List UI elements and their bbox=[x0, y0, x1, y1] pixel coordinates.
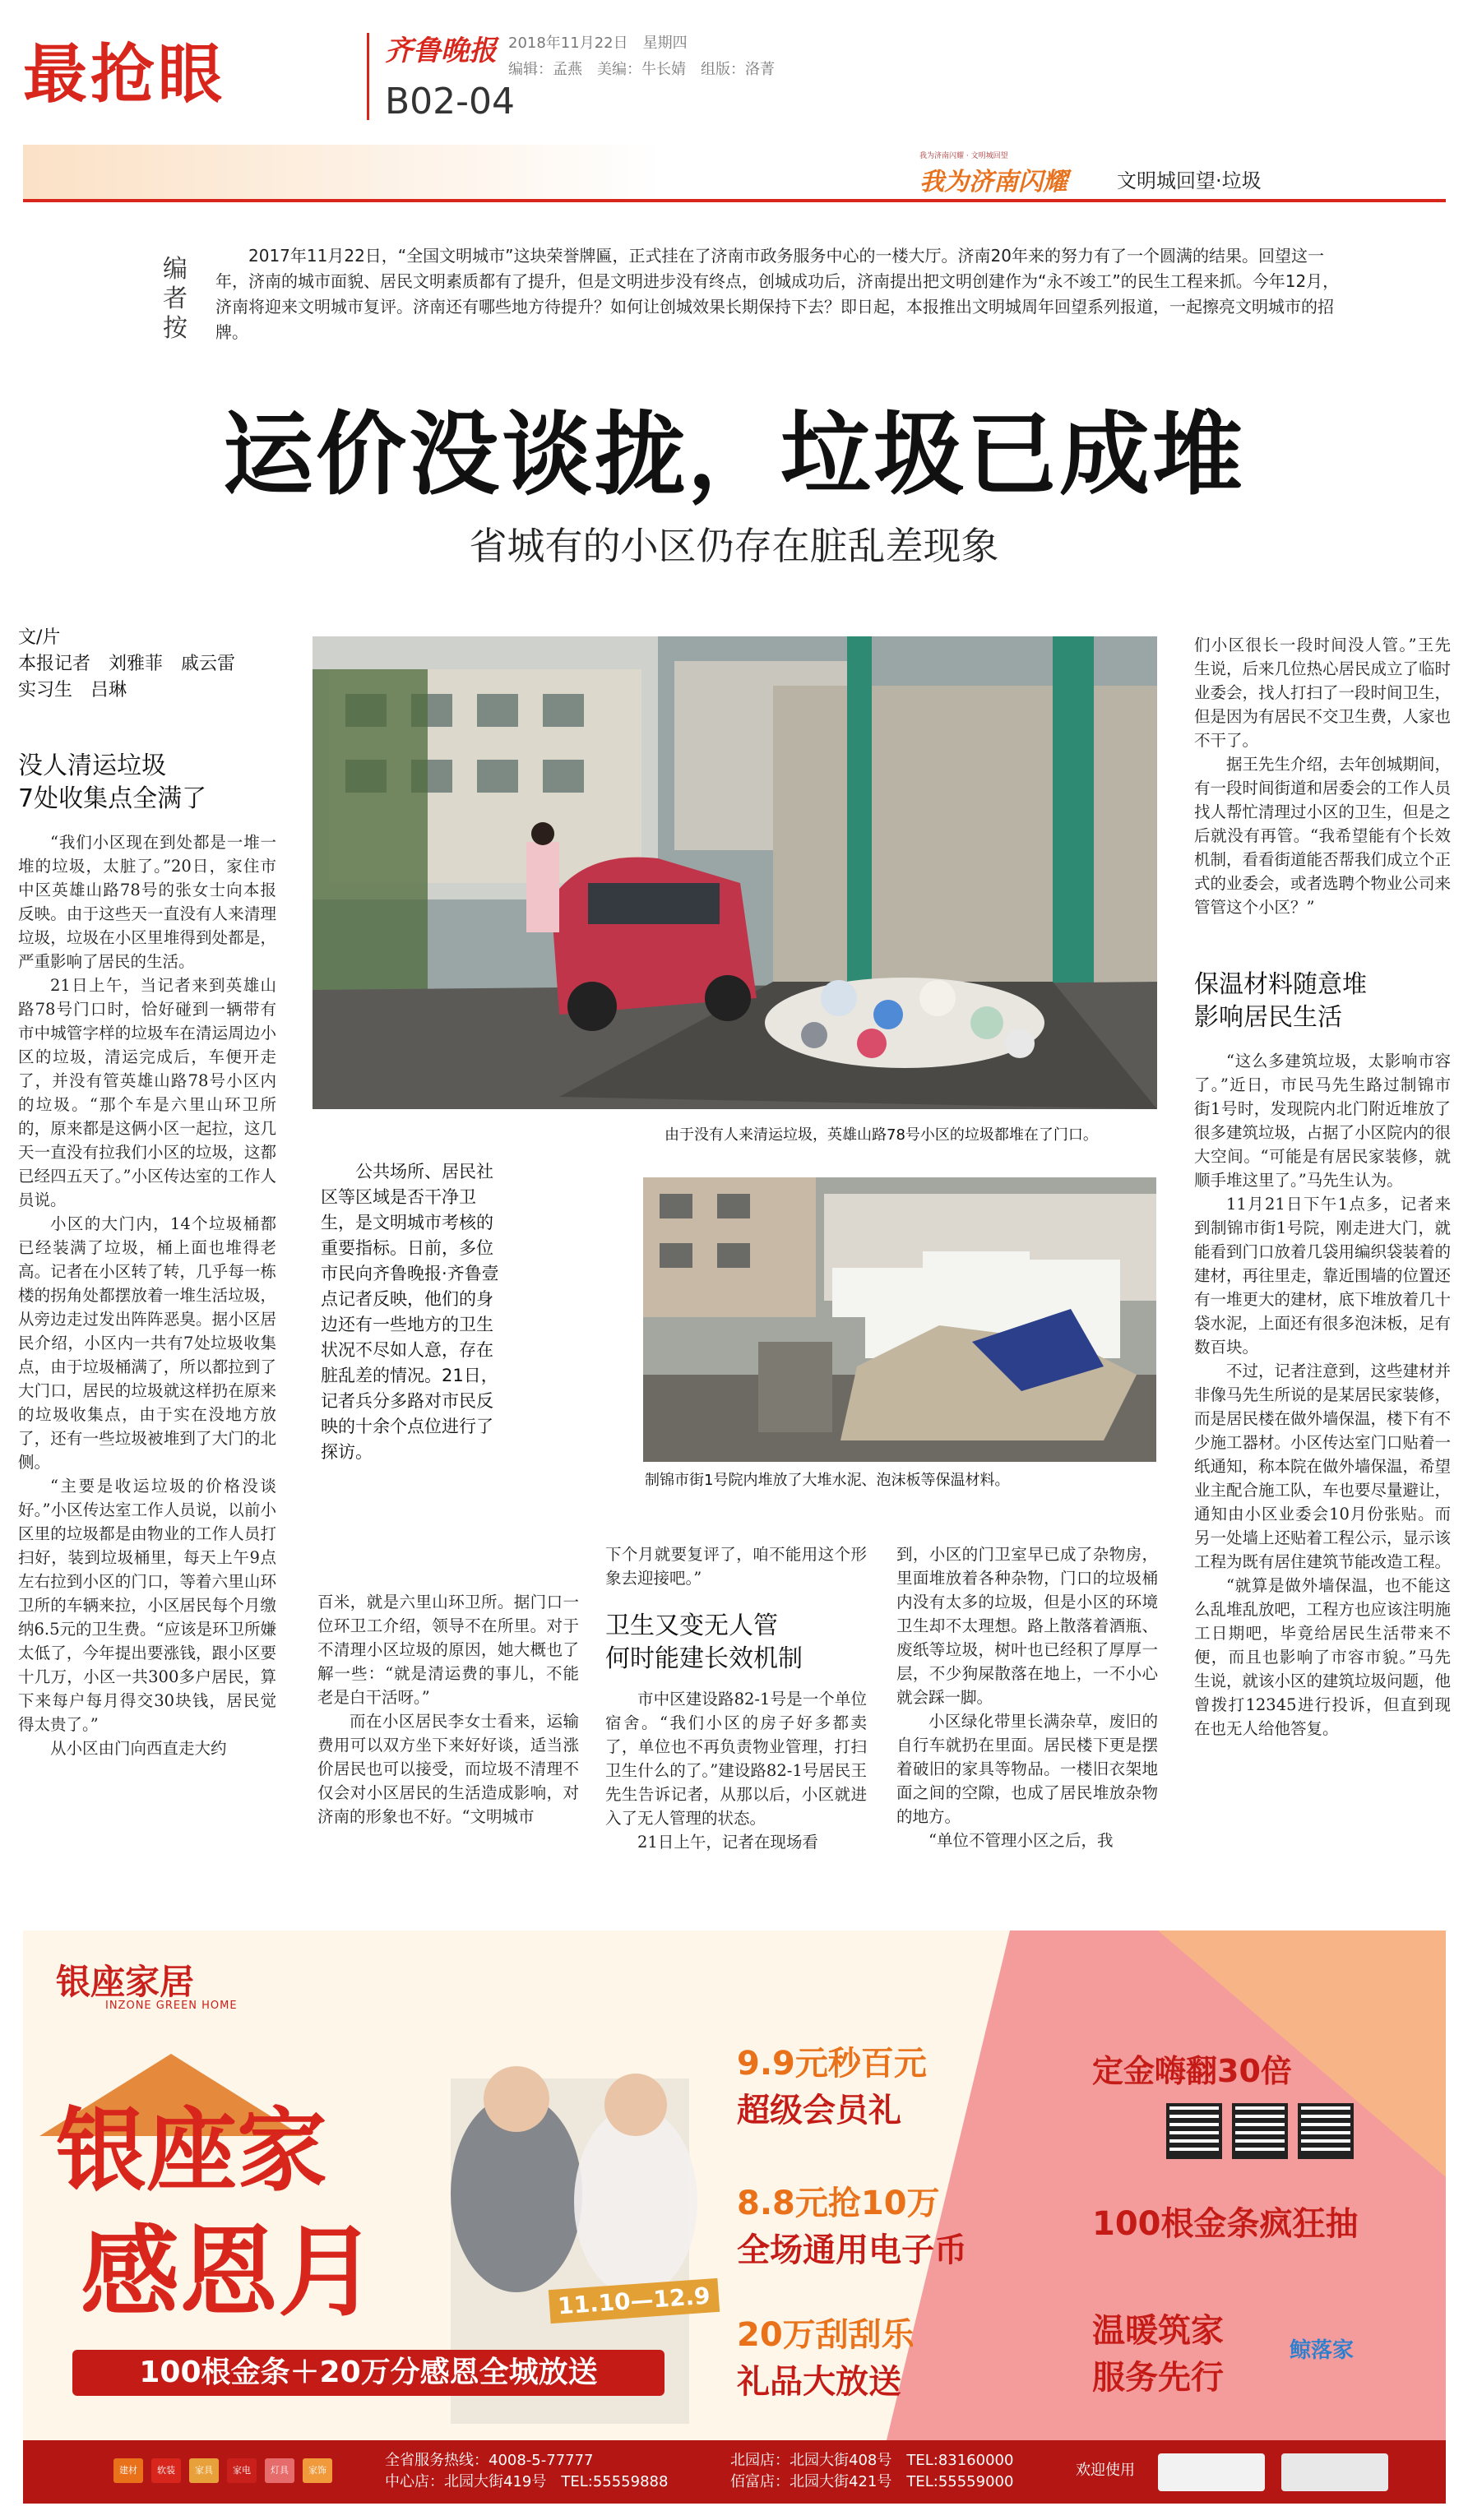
ad-offer-2 bbox=[737, 2177, 967, 2271]
ad-offer-4: 定金嗨翻30倍 bbox=[1092, 2053, 1292, 2089]
article-column-4 bbox=[896, 1542, 1158, 1852]
paper-name: 齐鲁晚报 bbox=[385, 35, 497, 67]
ad-title-line-2: 感恩月 bbox=[81, 2216, 377, 2330]
ad-category-tag: 家饰 bbox=[303, 2458, 332, 2483]
qr-code-icon bbox=[1298, 2103, 1354, 2159]
section-heading-1 bbox=[18, 750, 289, 816]
ad-offer-subline: 全场通用电子币 bbox=[737, 2231, 967, 2269]
section-heading-2 bbox=[605, 1610, 868, 1676]
ad-offer-headline: 8.8元抢10万 bbox=[737, 2185, 940, 2222]
editors-line: 编辑：孟燕 美编：牛长婧 组版：洛菁 bbox=[508, 61, 775, 78]
ad-offer-line: 服务先行 bbox=[1092, 2359, 1224, 2397]
ad-offer-5: 100根金条疯狂抽 bbox=[1092, 2205, 1359, 2243]
byline-line: 本报记者 刘雅菲 戚云雷 bbox=[18, 654, 236, 674]
paragraph: “我们小区现在到处都是一堆一堆的垃圾，太脏了。”20日，家住市中区英雄山路78号的张女士向本报反映。由于这些天一直没有人来清理垃圾，垃圾在小区里堆得到处都是，严重影响了居民的生活。 bbox=[18, 833, 276, 971]
ad-welcome: 欢迎使用 bbox=[1076, 2462, 1135, 2479]
paragraph: 21日上午，当记者来到英雄山路78号门口时，恰好碰到一辆带有市中城管字样的垃圾车在清运周边小区的垃圾，清运完成后，车便开走了，并没有管英雄山路78号小区内的垃圾。“那个车是六里山环卫所的，原来都是这俩小区一起拉，这几天一直没有拉我们小区的垃圾，这都已经四五天了。”小区传达室的工作人员说。 bbox=[18, 976, 276, 1209]
photo-garbage-pile-image bbox=[313, 636, 1157, 1109]
bank-card-icon bbox=[1281, 2453, 1388, 2491]
ad-category-tag: 建材 bbox=[113, 2458, 143, 2483]
ad-category-tag: 软装 bbox=[151, 2458, 181, 2483]
ad-offer-line: 温暖筑家 bbox=[1092, 2312, 1224, 2350]
byline-line: 实习生 吕琳 bbox=[18, 680, 127, 701]
section-heading-line: 保温材料随意堆 bbox=[1194, 970, 1367, 999]
subheadline: 省城有的小区仍存在脏乱差现象 bbox=[469, 524, 999, 568]
masthead-divider bbox=[367, 33, 369, 120]
section-heading-line: 卫生又变无人管 bbox=[605, 1611, 778, 1640]
paragraph: 从小区由门向西直走大约 bbox=[50, 1739, 227, 1758]
date-line: 2018年11月22日 星期四 bbox=[508, 35, 688, 52]
ad-footer bbox=[23, 2440, 1446, 2504]
paragraph: 们小区很长一段时间没人管。”王先生说，后来几位热心居民成立了临时业委会，找人打扫了一段时间卫生，但是因为有居民不交卫生费，人家也不干了。 bbox=[1194, 636, 1452, 750]
ad-store-info-1 bbox=[385, 2450, 668, 2493]
ad-date-range: 11.10—12.9 bbox=[549, 2278, 720, 2323]
ad-offer-1 bbox=[737, 2037, 927, 2131]
ad-center-store: 中心店：北园大街419号 TEL:55559888 bbox=[385, 2473, 669, 2490]
ad-baixin-store: 佰富店：北园大街421号 TEL:55559000 bbox=[730, 2473, 1014, 2490]
paragraph: 据王先生介绍，去年创城期间，有一段时间街道和居委会的工作人员找人帮忙清理过小区的卫生，但是之后就没有再管。“我希望能有个长效机制，看看街道能否帮我们成立个正式的业委会，或者选聘个物业公司来管管这个小区？” bbox=[1194, 755, 1452, 917]
ad-category-tag: 灯具 bbox=[265, 2458, 294, 2483]
ad-offer-3 bbox=[737, 2309, 915, 2402]
paragraph: “单位不管理小区之后，我 bbox=[928, 1831, 1114, 1850]
paragraph: 不过，记者注意到，这些建材并非像马先生所说的是某居民家装修，而是居民楼在做外墙保温，楼下有不少施工器材。小区传达室门口贴着一纸通知，称本院在做外墙保温，希望业主配合施工队，车也要尽量避让，通知由小区业委会10月份张贴。而另一处墙上还贴着工程公示，显示该工程为既有居住建筑节能改造工程。 bbox=[1194, 1362, 1452, 1571]
section-heading-line: 影响居民生活 bbox=[1194, 1003, 1342, 1032]
intro-box: 公共场所、居民社区等区域是否干净卫生，是文明城市考核的重要指标。日前，多位市民向齐鲁晚报·齐鲁壹点记者反映，他们的身边还有一些地方的卫生状况不尽如人意，存在脏乱差的情况。21日，记者兵分多路对市民反映的十余个点位进行了探访。 bbox=[321, 1162, 499, 1462]
banner-logo: 我为济南闪耀 bbox=[919, 168, 1067, 197]
ad-offer-subline: 礼品大放送 bbox=[737, 2363, 901, 2401]
paragraph: 11月21日下午1点多，记者来到制锦市街1号院，刚走进大门，就能看到门口放着几袋用编织袋装着的建材，再往里走，靠近围墙的位置还有一堆更大的建材，底下堆放着几十袋水泥，上面还有很多泡沫板，足有数百块。 bbox=[1194, 1195, 1452, 1357]
paragraph: “这么多建筑垃圾，太影响市容了。”近日，市民马先生路过制锦市街1号时，发现院内北门附近堆放了很多建筑垃圾，占据了小区院内的很大空间。“可能是有居民家装修，就顺手堆这里了。”马先生认为。 bbox=[1194, 1052, 1452, 1190]
banner-rule bbox=[23, 199, 1446, 202]
paragraph: 市中区建设路82-1号是一个单位宿舍。“我们小区的房子好多都卖了，单位也不再负责物业管理，打扫卫生什么的了。”建设路82-1号居民王先生告诉记者，从那以后，小区就进入了无人管理的状态。 bbox=[605, 1690, 867, 1828]
ad-partner-logo: 鲸落家 bbox=[1290, 2338, 1355, 2363]
section-heading-line: 没人清运垃圾 bbox=[18, 751, 166, 780]
photo-caption-2: 制锦市街1号院内堆放了大堆水泥、泡沫板等保温材料。 bbox=[645, 1472, 1010, 1489]
article-column-1 bbox=[18, 830, 276, 1760]
paragraph: 小区的大门内，14个垃圾桶都已经装满了垃圾，桶上面也堆得老高。记者在小区转了转，几乎每一栋楼的拐角处都摆放着一堆生活垃圾，从旁边走过发出阵阵恶臭。据小区居民介绍，小区内一共有7处垃圾收集点，由于垃圾桶满了，所以都拉到了大门口，居民的垃圾就这样扔在原来的垃圾收集点，由于实在没地方放了，还有一些垃圾被堆到了大门的北侧。 bbox=[18, 1214, 276, 1472]
article-column-3-top bbox=[605, 1542, 867, 1590]
masthead bbox=[23, 16, 1446, 132]
photo-construction-materials bbox=[643, 1177, 1156, 1462]
article-column-5-top bbox=[1194, 633, 1451, 919]
section-banner bbox=[23, 145, 1446, 202]
ad-offer-subline: 超级会员礼 bbox=[737, 2092, 901, 2129]
paragraph: 到，小区的门卫室早已成了杂物房，里面堆放着各种杂物，门口的垃圾桶内没有太多的垃圾，但是小区的环境卫生却不太理想。路上散落着酒瓶、废纸等垃圾，树叶也已经积了厚厚一层，不少狗屎散落在地上，一不小心就会踩一脚。 bbox=[896, 1545, 1158, 1707]
ad-slogan: 100根金条＋20万分感恩全城放送 bbox=[72, 2350, 665, 2396]
ad-category-tag: 家具 bbox=[189, 2458, 219, 2483]
photo-caption-1: 由于没有人来清运垃圾，英雄山路78号小区的垃圾都堆在了门口。 bbox=[665, 1126, 1098, 1144]
payment-card-icon bbox=[1158, 2453, 1265, 2491]
banner-tag: 文明城回望·垃圾 bbox=[1117, 169, 1262, 192]
ad-offer-headline: 9.9元秒百元 bbox=[737, 2045, 927, 2083]
ad-offer-6 bbox=[1092, 2305, 1224, 2398]
page-code: B02-04 bbox=[385, 81, 516, 123]
ad-north-store: 北园店：北园大街408号 TEL:83160000 bbox=[730, 2452, 1014, 2469]
article-column-3 bbox=[605, 1687, 867, 1854]
qr-code-icon bbox=[1232, 2103, 1288, 2159]
ad-offer-headline: 20万刮刮乐 bbox=[737, 2316, 915, 2354]
ad-brand-subtitle: INZONE GREEN HOME bbox=[105, 2000, 238, 2012]
editor-note-label: 编者按 bbox=[163, 255, 188, 343]
paragraph: “主要是收运垃圾的价格没谈好。”小区传达室工作人员说，以前小区里的垃圾都是由物业的工作人员打扫好，装到垃圾桶里，每天上午9点左右拉到小区的门口，等着六里山环卫所的车辆来拉，小区居民每个月缴纳6.5元的卫生费。“应该是环卫所嫌太低了，今年提出要涨钱，跟小区要十几万，小区一共300多户居民，算下来每户每月得交30块钱，居民觉得太贵了。” bbox=[18, 1477, 276, 1734]
paragraph: 小区绿化带里长满杂草，废旧的自行车就扔在里面。居民楼下更是摆着破旧的家具等物品。一楼旧衣架地面之间的空隙，也成了居民堆放杂物的地方。 bbox=[896, 1712, 1158, 1826]
article-column-2 bbox=[317, 1590, 579, 1829]
byline-line: 文/片 bbox=[18, 627, 61, 648]
section-heading-line: 何时能建长效机制 bbox=[605, 1644, 803, 1673]
ad-hotline: 全省服务热线：4008-5-77777 bbox=[385, 2452, 594, 2469]
ad-category-tags bbox=[113, 2458, 332, 2483]
paragraph: “就算是做外墙保温，也不能这么乱堆乱放吧，工程方也应该注明施工日期吧，毕竟给居民生活带来不便，而且也影响了市容市貌。”马先生说，就该小区的建筑垃圾问题，他曾拨打12345进行投诉，但直到现在也无人给他答复。 bbox=[1194, 1576, 1452, 1738]
paragraph: 21日上午，记者在现场看 bbox=[637, 1833, 818, 1852]
banner-logo-small: 我为济南闪耀 · 文明城回望 bbox=[919, 152, 1008, 160]
photo-construction-materials-image bbox=[643, 1177, 1156, 1462]
section-heading-line: 7处收集点全满了 bbox=[18, 784, 207, 813]
ad-brand-logo: 银座家居 bbox=[56, 1962, 195, 2002]
ad-title-line-1: 银座家 bbox=[56, 2098, 327, 2203]
ad-category-tag: 家电 bbox=[227, 2458, 257, 2483]
byline bbox=[18, 625, 289, 704]
article-column-5 bbox=[1194, 1049, 1451, 1741]
paragraph: 而在小区居民李女士看来，运输费用可以双方坐下来好好谈，适当涨价居民也可以接受，而垃圾不清理不仅会对小区居民的生活造成影响，对济南的形象也不好。“文明城市 bbox=[317, 1712, 579, 1826]
section-heading-3 bbox=[1194, 969, 1451, 1034]
photo-garbage-pile bbox=[313, 636, 1157, 1109]
advertisement bbox=[23, 1930, 1446, 2504]
qr-code-icon bbox=[1166, 2103, 1222, 2159]
ad-store-info-2 bbox=[730, 2450, 1013, 2493]
headline: 运价没谈拢，垃圾已成堆 bbox=[223, 402, 1245, 507]
section-brand: 最抢眼 bbox=[23, 38, 226, 112]
paragraph: 百米，就是六里山环卫所。据门口一位环卫工介绍，领导不在所里。对于不清理小区垃圾的原因，她大概也了解一些：“就是清运费的事儿，不能老是白干活呀。” bbox=[317, 1593, 579, 1707]
paragraph: 下个月就要复评了，咱不能用这个形象去迎接吧。” bbox=[605, 1545, 867, 1588]
editor-note-text: 2017年11月22日，“全国文明城市”这块荣誉牌匾，正式挂在了济南市政务服务中心的一楼大厅。济南20年来的努力有了一个圆满的结果。回望这一年，济南的城市面貌、居民文明素质都有了提升，但是文明进步没有终点，创城成功后，济南提出把文明创建作为“永不竣工”的民生工程来抓。今年12月，济南将迎来文明城市复评。济南还有哪些地方待提升？如何让创城效果长期保持下去？即日起，本报推出文明城周年回望系列报道，一起擦亮文明城市的招牌。 bbox=[215, 246, 1340, 342]
